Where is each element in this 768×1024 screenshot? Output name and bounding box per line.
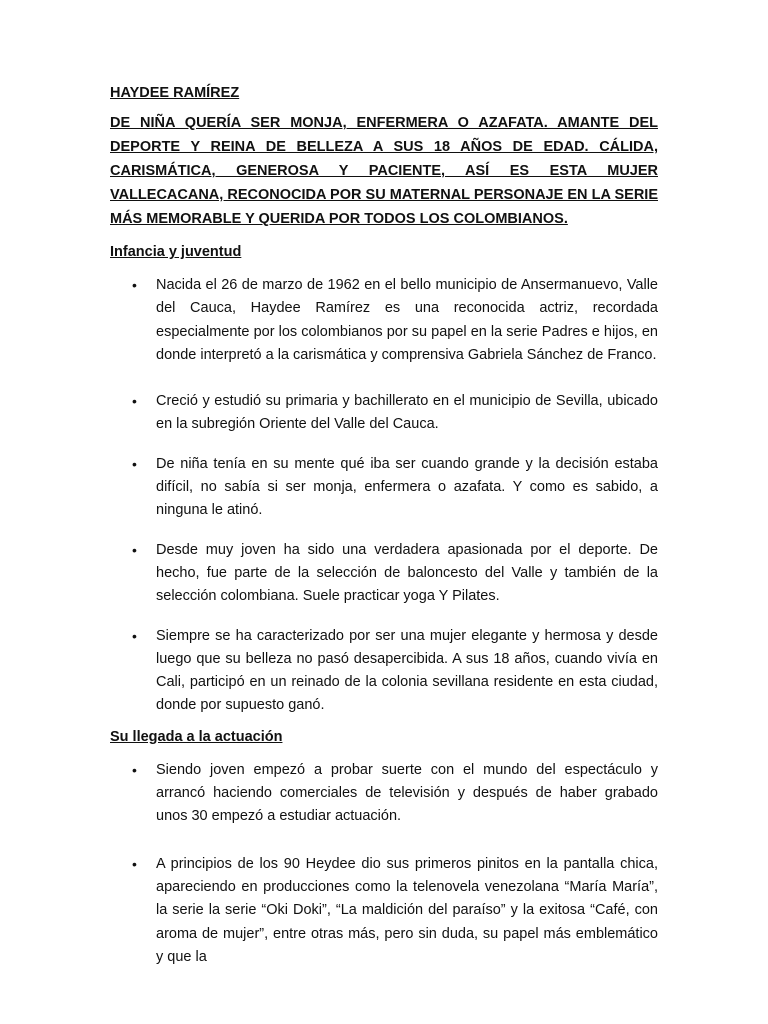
bullet-list-actuacion: [110, 759, 658, 969]
list-item-text: Desde muy joven ha sido una verdadera apasionada por el deporte. De hecho, fue parte de la selección de baloncesto del Valle y también de la selección colombiana. Suele practicar yoga Y Pilates.: [156, 541, 658, 605]
bullet-icon: •: [132, 393, 137, 410]
list-item: [110, 274, 658, 367]
list-item-text: De niña tenía en su mente qué iba ser cuando grande y la decisión estaba difícil, no sabía si ser monja, enfermera o azafata. Y como es sabido, a ninguna le atinó.: [156, 455, 658, 519]
list-item: [110, 759, 658, 829]
list-item: [110, 539, 658, 609]
bullet-icon: •: [132, 455, 137, 472]
list-item: [110, 453, 658, 523]
bullet-icon: •: [132, 277, 137, 293]
bullet-icon: •: [132, 855, 137, 872]
list-item: [110, 853, 658, 969]
list-item-text: Creció y estudió su primaria y bachillerato en el municipio de Sevilla, ubicado en la subregión Oriente del Valle del Cauca.: [156, 393, 658, 433]
bullet-icon: •: [132, 627, 137, 644]
bullet-list-infancia: [110, 274, 658, 718]
list-item-text: A principios de los 90 Heydee dio sus primeros pinitos en la pantalla chica, apareciendo en producciones como la telenovela venezolana “María María”, la serie la serie “Oki Doki”, “La maldición del paraíso” y la exitosa “Café, con aroma de mujer”, entre otras más, pero sin duda, su papel más emblemático y que la: [156, 855, 658, 965]
list-item-text: Siendo joven empezó a probar suerte con el mundo del espectáculo y arrancó haciendo comerciales de televisión y después de haber grabado unos 30 empezó a estudiar actuación.: [156, 761, 658, 825]
section-heading-actuacion: Su llegada a la actuación: [110, 728, 283, 745]
document-title: HAYDEE RAMÍREZ: [110, 85, 240, 101]
list-item: [110, 390, 658, 437]
list-item-text: Siempre se ha caracterizado por ser una mujer elegante y hermosa y desde luego que su belleza no pasó desapercibida. A sus 18 años, cuando vivía en Cali, participó en un reinado de la colonia sevillana residente en esta ciudad, donde por supuesto ganó.: [156, 627, 658, 714]
document-page: [110, 82, 658, 969]
list-item-text: Nacida el 26 de marzo de 1962 en el bello municipio de Ansermanuevo, Valle del Cauca, Haydee Ramírez es una reconocida actriz, recordada especialmente por los colombianos por su papel en la serie Padres e hijos, en donde interpretó a la carismática y comprensiva Gabriela Sánchez de Franco.: [156, 277, 658, 363]
bullet-icon: •: [132, 541, 137, 558]
list-item: [110, 625, 658, 718]
section-heading-infancia: Infancia y juventud: [110, 244, 242, 260]
intro-paragraph: DE NIÑA QUERÍA SER MONJA, ENFERMERA O AZAFATA. AMANTE DEL DEPORTE Y REINA DE BELLEZA A SUS 18 AÑOS DE EDAD. CÁLIDA, CARISMÁTICA, GENEROSA Y PACIENTE, ASÍ ES ESTA MUJER VALLECACANA, RECONOCIDA POR SU MATERNAL PERSONAJE EN LA SERIE MÁS MEMORABLE Y QUERIDA POR TODOS LOS COLOMBIANOS.: [110, 115, 658, 227]
bullet-icon: •: [132, 761, 137, 778]
